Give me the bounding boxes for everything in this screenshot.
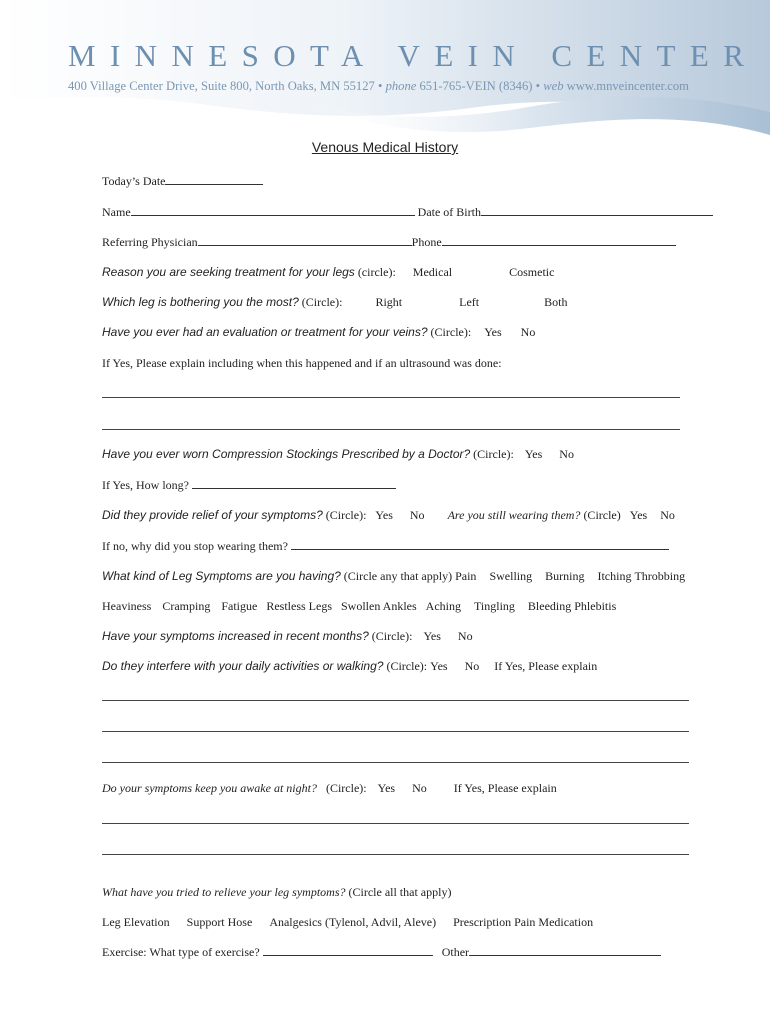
form-title: Venous Medical History (311, 139, 459, 155)
option-no[interactable]: No (464, 659, 480, 673)
why-stop-field[interactable] (291, 539, 669, 550)
increased-row (102, 629, 473, 643)
option-no[interactable]: No (520, 325, 536, 339)
awake-explain-line-2[interactable] (102, 854, 689, 855)
relief-options-row (102, 915, 593, 929)
name-row (102, 205, 713, 219)
exercise-field[interactable] (263, 945, 433, 956)
referring-label: Referring Physician (102, 235, 198, 249)
bullet-sep: • (377, 79, 383, 93)
option-yes[interactable]: Yes (484, 325, 502, 339)
option-prescription-pain-medication[interactable]: Prescription Pain Medication (453, 915, 594, 929)
symptom-swollen-ankles[interactable]: Swollen Ankles (341, 599, 417, 613)
option-no[interactable]: No (457, 629, 473, 643)
stockings-circle-hint: (Circle): (473, 447, 514, 461)
option-medical[interactable]: Medical (412, 265, 453, 279)
interfere-row (102, 659, 597, 673)
relief-circle-hint: (Circle): (325, 508, 367, 522)
reason-question: Reason you are seeking treatment for your legs (102, 265, 355, 279)
option-yes[interactable]: Yes (629, 508, 648, 522)
awake-row (102, 781, 557, 795)
still-wearing-circle-hint: (Circle) (583, 508, 621, 522)
option-analgesics[interactable]: Analgesics (Tylenol, Advil, Aleve) (269, 915, 437, 929)
symptom-phlebitis[interactable]: Phlebitis (574, 599, 617, 613)
option-yes[interactable]: Yes (423, 629, 441, 643)
how-long-label: If Yes, How long? (102, 478, 189, 492)
symptom-burning[interactable]: Burning (545, 569, 585, 583)
relieve-question: What have you tried to relieve your leg symptoms? (102, 885, 346, 899)
option-left[interactable]: Left (459, 295, 480, 309)
increased-circle-hint: (Circle): (371, 629, 413, 643)
referring-field[interactable] (198, 235, 412, 246)
name-label: Name (102, 205, 131, 219)
option-yes[interactable]: Yes (430, 659, 448, 673)
exercise-label: Exercise: What type of exercise? (102, 945, 260, 959)
symptom-fatigue[interactable]: Fatigue (221, 599, 258, 613)
interfere-explain-line-1[interactable] (102, 700, 689, 701)
explain-when-row (102, 356, 502, 370)
symptom-aching[interactable]: Aching (425, 599, 461, 613)
explain-line-2[interactable] (102, 429, 680, 430)
evaluation-row (102, 325, 535, 339)
if-yes-explain-label: If Yes, Please explain (494, 659, 598, 673)
how-long-field[interactable] (192, 478, 396, 489)
evaluation-circle-hint: (Circle): (430, 325, 472, 339)
option-cosmetic[interactable]: Cosmetic (509, 265, 555, 279)
evaluation-question: Have you ever had an evaluation or treatment for your veins? (102, 325, 428, 339)
dob-label: Date of Birth (417, 205, 481, 219)
symptoms-row-2 (102, 599, 616, 613)
name-field[interactable] (131, 205, 415, 216)
exercise-row (102, 945, 661, 959)
awake-circle-hint: (Circle): (325, 781, 367, 795)
leg-circle-hint: (Circle): (301, 295, 343, 309)
symptom-cramping[interactable]: Cramping (162, 599, 211, 613)
phone-label: Phone (411, 235, 442, 249)
leg-question: Which leg is bothering you the most? (102, 295, 299, 309)
web-text: www.mnveincenter.com (566, 79, 689, 93)
awake-explain-line-1[interactable] (102, 823, 689, 824)
symptom-heaviness[interactable]: Heaviness (102, 599, 152, 613)
leg-row (102, 295, 567, 309)
symptom-swelling[interactable]: Swelling (489, 569, 533, 583)
option-yes[interactable]: Yes (524, 447, 543, 461)
other-label: Other (441, 945, 470, 959)
todays-date-label: Today’s Date (102, 174, 166, 188)
symptom-throbbing[interactable]: Throbbing (634, 569, 686, 583)
stockings-row (102, 447, 574, 461)
phone-text: 651-765-VEIN (8346) (419, 79, 533, 93)
still-wearing-question: Are you still wearing them? (447, 508, 581, 522)
option-support-hose[interactable]: Support Hose (186, 915, 253, 929)
stockings-question: Have you ever worn Compression Stockings Prescribed by a Doctor? (102, 447, 471, 461)
reason-row (102, 265, 554, 279)
reason-circle-hint: (circle): (357, 265, 396, 279)
referring-row (102, 235, 676, 249)
symptoms-question: What kind of Leg Symptoms are you having? (102, 569, 341, 583)
address-text: 400 Village Center Drive, Suite 800, North Oaks, MN 55127 (68, 79, 375, 93)
increased-question: Have your symptoms increased in recent months? (102, 629, 369, 643)
symptom-bleeding[interactable]: Bleeding (527, 599, 572, 613)
relief-question: Did they provide relief of your symptoms? (102, 508, 323, 522)
interfere-explain-line-2[interactable] (102, 731, 689, 732)
interfere-explain-line-3[interactable] (102, 762, 689, 763)
todays-date-field[interactable] (165, 174, 263, 185)
interfere-question: Do they interfere with your daily activities or walking? (102, 659, 384, 673)
option-both[interactable]: Both (544, 295, 568, 309)
interfere-circle-hint: (Circle): (386, 659, 428, 673)
symptom-restless-legs[interactable]: Restless Legs (266, 599, 332, 613)
option-no[interactable]: No (409, 508, 425, 522)
symptoms-circle-hint: (Circle any that apply) (343, 569, 453, 583)
symptoms-row-1 (102, 569, 685, 583)
how-long-row (102, 478, 396, 492)
relieve-row (102, 885, 451, 899)
option-right[interactable]: Right (375, 295, 403, 309)
relieve-circle-hint: (Circle all that apply) (348, 885, 452, 899)
todays-date-row (102, 174, 263, 188)
letterhead-banner (0, 0, 770, 140)
if-yes-explain-label: If Yes, Please explain (453, 781, 557, 795)
phone-label: phone (385, 79, 417, 93)
explain-line-1[interactable] (102, 397, 680, 398)
awake-question: Do your symptoms keep you awake at night? (102, 781, 317, 795)
option-no[interactable]: No (660, 508, 675, 522)
org-name: MINNESOTA VEIN CENTER (68, 38, 759, 73)
bullet-sep: • (535, 79, 541, 93)
symptom-tingling[interactable]: Tingling (474, 599, 515, 613)
option-leg-elevation[interactable]: Leg Elevation (102, 915, 170, 929)
explain-when-label: If Yes, Please explain including when this happened and if an ultrasound was done: (102, 356, 502, 370)
option-yes[interactable]: Yes (377, 781, 396, 795)
phone-field[interactable] (442, 235, 676, 246)
relief-row (102, 508, 675, 522)
dob-field[interactable] (481, 205, 713, 216)
option-no[interactable]: No (559, 447, 574, 461)
option-yes[interactable]: Yes (375, 508, 393, 522)
symptom-itching[interactable]: Itching (597, 569, 632, 583)
other-field[interactable] (469, 945, 661, 956)
why-stop-label: If no, why did you stop wearing them? (102, 539, 288, 553)
org-address (68, 79, 728, 94)
web-label: web (543, 79, 564, 93)
symptom-pain[interactable]: Pain (455, 569, 477, 583)
option-no[interactable]: No (412, 781, 427, 795)
why-stop-row (102, 539, 669, 553)
